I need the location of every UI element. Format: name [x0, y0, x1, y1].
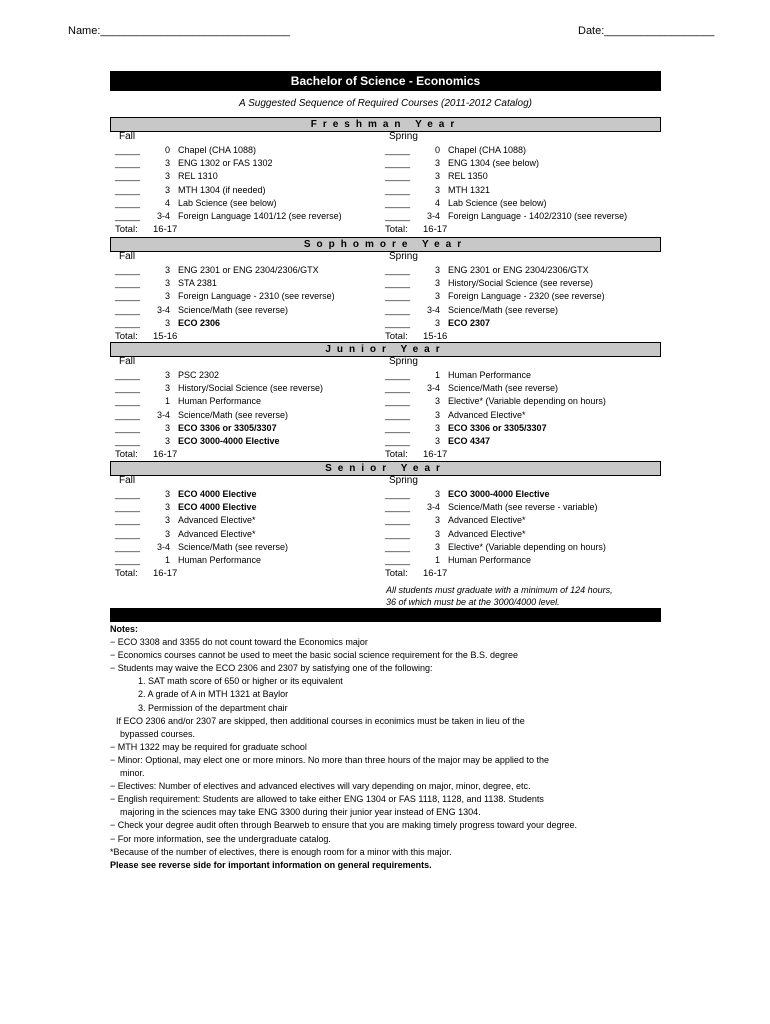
completion-checkbox-line[interactable]: _____ [385, 304, 411, 315]
graduation-requirement-note [386, 584, 646, 608]
course-hours: 1 [434, 370, 440, 380]
spring-semester-label: Spring [389, 251, 418, 262]
course-hours: 3 [164, 265, 170, 275]
course-name: ENG 1302 or FAS 1302 [178, 158, 273, 169]
note-line: − Minor: Optional, may elect one or more minors. No more than three hours of the major may be applied to the [110, 754, 549, 765]
total-hours: 16-17 [153, 224, 178, 236]
course-name: ECO 3000-4000 Elective [178, 436, 280, 446]
course-hours: 4 [164, 197, 170, 208]
course-name: Advanced Elective* [448, 528, 526, 539]
completion-checkbox-line[interactable]: _____ [385, 265, 411, 275]
course-name: ECO 3306 or 3305/3307 [448, 422, 547, 433]
note-line: majoring in the sciences may take ENG 3300 during their junior year instead of ENG 1304. [120, 807, 481, 818]
completion-checkbox-line[interactable]: _____ [115, 317, 141, 328]
completion-checkbox-line[interactable]: _____ [115, 291, 141, 302]
course-name: Science/Math (see reverse) [178, 541, 289, 552]
completion-checkbox-line[interactable]: _____ [385, 370, 411, 380]
note-line: *Because of the number of electives, there is enough room for a minor with this major. [110, 846, 452, 857]
completion-checkbox-line[interactable]: _____ [115, 541, 141, 552]
completion-checkbox-line[interactable]: _____ [115, 383, 141, 394]
total-hours: 15-16 [153, 331, 178, 342]
course-name: MTH 1304 (if needed) [178, 184, 266, 195]
course-hours: 3 [164, 383, 170, 394]
completion-checkbox-line[interactable]: _____ [385, 515, 411, 526]
note-line: − Check your degree audit often through Bearweb to ensure that you are making timely progress toward your degree. [110, 820, 578, 831]
completion-checkbox-line[interactable]: _____ [115, 515, 141, 526]
course-name: Foreign Language - 1402/2310 (see reverse) [448, 211, 628, 221]
completion-checkbox-line[interactable]: _____ [385, 171, 411, 182]
fall-semester-label: Fall [119, 356, 136, 367]
course-name: Human Performance [448, 555, 532, 565]
course-hours: 3-4 [156, 541, 170, 552]
course-hours: 3 [164, 422, 170, 433]
year-header: Senior Year [110, 461, 661, 476]
completion-checkbox-line[interactable]: _____ [115, 278, 141, 289]
date-field-label: Date:__________________ [578, 25, 715, 37]
course-name: PSC 2302 [178, 370, 220, 380]
completion-checkbox-line[interactable]: _____ [115, 145, 141, 155]
course-hours: 3 [164, 515, 170, 526]
course-name: History/Social Science (see reverse) [448, 278, 594, 289]
course-hours: 3 [434, 515, 440, 526]
completion-checkbox-line[interactable]: _____ [115, 422, 141, 433]
completion-checkbox-line[interactable]: _____ [385, 184, 411, 195]
grad-note-line: 36 of which must be at the 3000/4000 level. [386, 597, 560, 607]
course-hours: 3 [434, 291, 440, 302]
note-line: − Economics courses cannot be used to meet the basic social science requirement for the B.S. degree [110, 650, 518, 661]
course-name: ECO 4000 Elective [178, 489, 257, 499]
completion-checkbox-line[interactable]: _____ [385, 291, 411, 302]
course-name: Science/Math (see reverse) [178, 409, 289, 420]
section-divider-bar [110, 608, 661, 622]
fall-semester-label: Fall [119, 131, 136, 142]
completion-checkbox-line[interactable]: _____ [115, 409, 141, 420]
total-hours: 15-16 [423, 331, 448, 342]
course-name: Science/Math (see reverse) [178, 304, 289, 315]
total-label: Total: [115, 568, 138, 580]
total-hours: 16-17 [423, 568, 448, 580]
course-name: Lab Science (see below) [448, 197, 547, 208]
completion-checkbox-line[interactable]: _____ [385, 528, 411, 539]
document-title: Bachelor of Science - Economics [110, 71, 661, 91]
completion-checkbox-line[interactable]: _____ [115, 370, 141, 380]
course-hours: 3-4 [426, 383, 440, 394]
completion-checkbox-line[interactable]: _____ [115, 265, 141, 275]
course-hours: 3 [164, 489, 170, 499]
course-name: Science/Math (see reverse) [448, 383, 559, 394]
course-hours: 3 [434, 422, 440, 433]
course-hours: 3 [164, 502, 170, 513]
total-label: Total: [115, 331, 138, 342]
course-name: Human Performance [178, 555, 262, 565]
completion-checkbox-line[interactable]: _____ [385, 396, 411, 407]
course-hours: 3 [434, 171, 440, 182]
course-hours: 0 [164, 145, 170, 155]
total-hours: 16-17 [423, 224, 448, 236]
course-hours: 3-4 [426, 211, 440, 221]
total-hours: 16-17 [423, 449, 448, 461]
note-line: bypassed courses. [120, 728, 196, 739]
course-hours: 3 [164, 317, 170, 328]
course-name: Chapel (CHA 1088) [448, 145, 527, 155]
course-name: History/Social Science (see reverse) [178, 383, 324, 394]
note-line: − For more information, see the undergraduate catalog. [110, 833, 331, 844]
notes-heading: Notes: [110, 624, 139, 634]
notes-section [110, 623, 670, 872]
course-name: Human Performance [178, 396, 262, 407]
course-hours: 3 [434, 396, 440, 407]
course-name: REL 1350 [448, 171, 488, 182]
course-hours: 3 [434, 278, 440, 289]
completion-checkbox-line[interactable]: _____ [115, 304, 141, 315]
completion-checkbox-line[interactable]: _____ [385, 211, 411, 221]
completion-checkbox-line[interactable]: _____ [385, 197, 411, 208]
course-hours: 3 [434, 158, 440, 169]
spring-semester-label: Spring [389, 356, 418, 367]
completion-checkbox-line[interactable]: _____ [115, 211, 141, 221]
course-name: Human Performance [448, 370, 532, 380]
completion-checkbox-line[interactable]: _____ [115, 184, 141, 195]
course-hours: 3-4 [156, 304, 170, 315]
completion-checkbox-line[interactable]: _____ [115, 502, 141, 513]
course-name: ECO 4000 Elective [178, 502, 257, 513]
course-hours: 3 [434, 489, 440, 499]
course-name: Lab Science (see below) [178, 197, 277, 208]
note-line: − Electives: Number of electives and advanced electives will vary depending on major, minor, degree, etc. [110, 781, 531, 792]
total-label: Total: [385, 331, 408, 342]
document-subtitle: A Suggested Sequence of Required Courses (2011-2012 Catalog) [239, 98, 532, 109]
name-field-label: Name:_______________________________ [68, 25, 291, 37]
year-header: Sophomore Year [110, 237, 661, 252]
completion-checkbox-line[interactable]: _____ [385, 409, 411, 420]
course-hours: 3-4 [156, 409, 170, 420]
total-label: Total: [115, 224, 138, 236]
total-label: Total: [385, 568, 408, 580]
note-subitem: 3. Permission of the department chair [138, 702, 288, 713]
completion-checkbox-line[interactable]: _____ [385, 317, 411, 328]
fall-semester-label: Fall [119, 475, 136, 486]
course-hours: 3 [434, 436, 440, 446]
note-line: − ECO 3308 and 3355 do not count toward the Economics major [110, 637, 368, 648]
spring-semester-label: Spring [389, 131, 418, 142]
course-hours: 3 [164, 528, 170, 539]
course-name: Foreign Language - 2310 (see reverse) [178, 291, 335, 302]
course-hours: 3-4 [426, 502, 440, 513]
completion-checkbox-line[interactable]: _____ [385, 436, 411, 446]
course-hours: 1 [164, 396, 170, 407]
note-line: minor. [120, 768, 145, 779]
completion-checkbox-line[interactable]: _____ [385, 278, 411, 289]
grad-note-line: All students must graduate with a minimum of 124 hours, [386, 585, 613, 595]
completion-checkbox-line[interactable]: _____ [385, 145, 411, 155]
completion-checkbox-line[interactable]: _____ [385, 541, 411, 552]
course-name: REL 1310 [178, 171, 218, 182]
note-line: − MTH 1322 may be required for graduate school [110, 741, 307, 752]
course-hours: 3 [434, 317, 440, 328]
note-subitem: 2. A grade of A in MTH 1321 at Baylor [138, 689, 289, 700]
note-line: If ECO 2306 and/or 2307 are skipped, then additional courses in econimics must be taken in lieu of the [116, 715, 525, 726]
total-hours: 16-17 [153, 449, 178, 461]
course-hours: 3 [164, 184, 170, 195]
course-hours: 3 [434, 265, 440, 275]
course-hours: 3 [164, 436, 170, 446]
completion-checkbox-line[interactable]: _____ [115, 489, 141, 499]
total-label: Total: [115, 449, 138, 461]
course-name: ECO 2307 [448, 317, 491, 328]
note-line-emphasis: Please see reverse side for important information on general requirements. [110, 859, 432, 870]
course-name: Chapel (CHA 1088) [178, 145, 257, 155]
course-hours: 3 [164, 370, 170, 380]
course-hours: 3 [164, 171, 170, 182]
completion-checkbox-line[interactable]: _____ [115, 436, 141, 446]
completion-checkbox-line[interactable]: _____ [115, 528, 141, 539]
total-label: Total: [385, 449, 408, 461]
course-hours: 1 [434, 555, 440, 565]
course-name: STA 2381 [178, 278, 217, 289]
course-name: Advanced Elective* [448, 515, 526, 526]
total-hours: 16-17 [153, 568, 178, 580]
course-name: Advanced Elective* [448, 409, 526, 420]
course-hours: 0 [434, 145, 440, 155]
course-hours: 3-4 [156, 211, 170, 221]
course-hours: 3 [434, 409, 440, 420]
course-name: ENG 2301 or ENG 2304/2306/GTX [178, 265, 319, 275]
course-hours: 4 [434, 197, 440, 208]
course-name: ENG 2301 or ENG 2304/2306/GTX [448, 265, 589, 275]
completion-checkbox-line[interactable]: _____ [385, 422, 411, 433]
spring-semester-label: Spring [389, 475, 418, 486]
note-line: − English requirement: Students are allowed to take either ENG 1304 or FAS 1118, 1128, and 1138. Students [110, 794, 544, 805]
total-label: Total: [385, 224, 408, 236]
completion-checkbox-line[interactable]: _____ [115, 171, 141, 182]
course-hours: 3-4 [426, 304, 440, 315]
completion-checkbox-line[interactable]: _____ [385, 158, 411, 169]
completion-checkbox-line[interactable]: _____ [385, 502, 411, 513]
year-header: Junior Year [110, 342, 661, 357]
completion-checkbox-line[interactable]: _____ [115, 158, 141, 169]
course-name: MTH 1321 [448, 184, 491, 195]
course-hours: 3 [434, 541, 440, 552]
completion-checkbox-line[interactable]: _____ [385, 489, 411, 499]
completion-checkbox-line[interactable]: _____ [385, 383, 411, 394]
course-name: ECO 4347 [448, 436, 491, 446]
course-hours: 3 [164, 158, 170, 169]
course-hours: 3 [164, 291, 170, 302]
course-hours: 3 [434, 184, 440, 195]
completion-checkbox-line[interactable]: _____ [115, 197, 141, 208]
course-name: ECO 2306 [178, 317, 221, 328]
course-name: ECO 3000-4000 Elective [448, 489, 550, 499]
course-name: ECO 3306 or 3305/3307 [178, 422, 277, 433]
course-hours: 3 [434, 528, 440, 539]
course-name: Science/Math (see reverse) [448, 304, 559, 315]
course-name: Science/Math (see reverse - variable) [448, 502, 598, 513]
note-line: − Students may waive the ECO 2306 and 2307 by satisfying one of the following: [110, 663, 433, 674]
course-name: Elective* (Variable depending on hours) [448, 396, 606, 407]
course-name: Advanced Elective* [178, 528, 256, 539]
course-name: Advanced Elective* [178, 515, 256, 526]
completion-checkbox-line[interactable]: _____ [115, 396, 141, 407]
completion-checkbox-line[interactable]: _____ [385, 555, 411, 565]
year-header: Freshman Year [110, 117, 661, 132]
course-hours: 1 [164, 555, 170, 565]
course-name: Elective* (Variable depending on hours) [448, 541, 606, 552]
course-name: Foreign Language 1401/12 (see reverse) [178, 211, 342, 221]
completion-checkbox-line[interactable]: _____ [115, 555, 141, 565]
course-name: Foreign Language - 2320 (see reverse) [448, 291, 605, 302]
fall-semester-label: Fall [119, 251, 136, 262]
course-name: ENG 1304 (see below) [448, 158, 540, 169]
note-subitem: 1. SAT math score of 650 or higher or its equivalent [138, 676, 343, 687]
course-hours: 3 [164, 278, 170, 289]
